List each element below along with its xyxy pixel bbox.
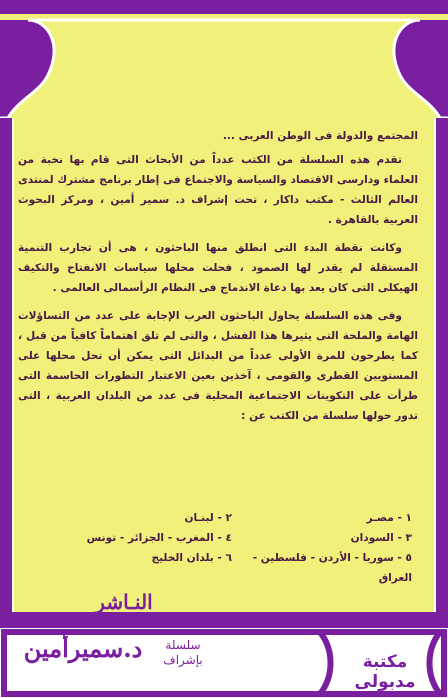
- description-text: [18, 126, 418, 434]
- series-label: [152, 638, 214, 668]
- publisher-label: النـاشر: [95, 590, 153, 614]
- library-name: مكتبة مدبولى: [354, 652, 416, 692]
- series-editor: د.سميرأمين: [23, 634, 143, 663]
- country-item: ٦ - بلدان الخليج: [151, 552, 232, 564]
- country-item: ٢ - لبنـان: [184, 512, 232, 524]
- country-item: ٤ - المغرب - الجزائر - تونس: [86, 532, 232, 544]
- top-border: [0, 0, 448, 14]
- left-border: [0, 118, 12, 628]
- country-list: [12, 508, 412, 584]
- top-left-ornament: [0, 0, 54, 118]
- series-word: سلسلة: [165, 638, 201, 652]
- country-row: [12, 508, 412, 528]
- paragraph-2: وكانت نقطة البدء التى انطلق منها الباحثون ، هى أن تجارب التنمية المستقلة لم يقدر لها الصمود ، فحلت محلها سياسات الانفتاح والتكيف الهيكلى التى كان يعد بها دعاة الاندماج فى النظام الرأسمالى العالمى .: [18, 242, 418, 294]
- paragraph-1: تقدم هذه السلسلة من الكتب عدداً من الأبحاث التى قام بها نخبة من العلماء ودارسى الاقتصاد والسياسة والاجتماع فى إطار برنامج مشترك لمنتدى العالم الثالث - مكتب داكار ، تحت إشراف د. سمير أمين ، ومركز البحوث العربية بالقاهرة .: [18, 154, 418, 226]
- country-item: ٥ - سوريا - الأردن - فلسطين - العراق: [252, 552, 412, 584]
- right-border: [436, 118, 448, 628]
- top-right-ornament: [0, 0, 448, 118]
- bottom-border: [0, 612, 448, 628]
- country-item: ١ - مصـر: [366, 512, 412, 524]
- country-item: ٣ - السودان: [350, 532, 412, 544]
- supervision-word: بإشراف: [163, 653, 203, 667]
- intro-line: المجتمع والدولة فى الوطن العربى ...: [222, 130, 418, 142]
- paragraph-3: وفى هذه السلسلة يحاول الباحثون العرب الإجابة على عدد من التساؤلات الهامة والملحة التى يثيرها هذا الفشل ، والتى لم تلق اهتماماً كافياً من قبل ، كما يطرحون للمرة الأولى عدداً من البدائل التى يمكن أن تحل محلها على المستويين القطرى والقومى ، آخذين بعين الاعتبار التطورات الحاسمة التى طرأت على التكوينات الاجتماعية المحلية فى عدد من البلدان العربية ، التى تدور حولها سلسلة من الكتب عن :: [18, 310, 418, 422]
- country-row: [12, 548, 412, 584]
- country-row: [12, 528, 412, 548]
